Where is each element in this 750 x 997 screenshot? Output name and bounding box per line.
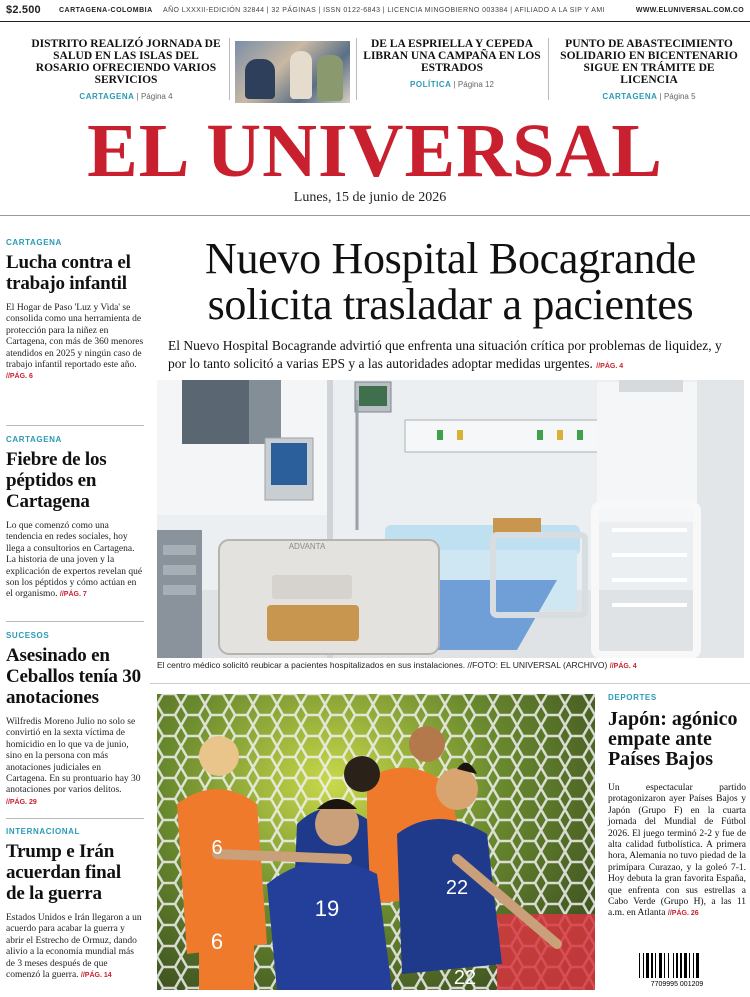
left-story-1[interactable]: [6, 238, 144, 383]
photo-caption: El centro médico solicitó reubicar a pacientes hospitalizados en sus instalaciones. //FOTO: EL UNIVERSAL (ARCHIVO) //PÁG. 4: [157, 660, 637, 670]
story-kicker: INTERNACIONAL: [6, 827, 81, 836]
story-body: Lo que comenzó como una tendencia en redes sociales, hoy llega a consultorios en Cartagena. La historia de una joven y la explicación de expertos revelan qué son los péptidos y cómo actúan en el organismo. //PÁG. 7: [6, 521, 143, 600]
soccer-players-illustration: [157, 694, 595, 990]
teaser-title: DISTRITO REALIZÓ JORNADA DE SALUD EN LAS ISLAS DEL ROSARIO OFRECIENDO VARIOS SERVICIOS: [31, 38, 221, 86]
story-title: Lucha contra el trabajo infantil: [6, 252, 131, 294]
story-kicker: SUCESOS: [6, 631, 50, 640]
story-body: Wilfredis Moreno Julio no solo se convirtió en la sexta víctima de homicidio en lo que va de junio, sino en la persona con más anotaciones judiciales en Cartagena. En su prontuario hay 30 anotaciones por varios delitos. //PÁG. 29: [6, 717, 141, 806]
shirt-number: 6: [210, 929, 224, 954]
city-label: CARTAGENA-COLOMBIA: [59, 7, 153, 14]
main-headline[interactable]: Nuevo Hospital Bocagrande solicita trasladar a pacientes: [204, 234, 697, 329]
hospital-photo: [157, 380, 744, 658]
bed-brand-label: ADVANTA: [288, 542, 326, 551]
divider: [548, 38, 549, 100]
shirt-number: 22: [445, 877, 469, 899]
story-kicker: CARTAGENA: [6, 238, 62, 247]
teaser-3[interactable]: [554, 38, 744, 103]
left-story-3[interactable]: [6, 631, 144, 808]
teaser-title: PUNTO DE ABASTECIMIENTO SOLIDARIO EN BICENTENARIO SIGUE EN TRÁMITE DE LICENCIA: [560, 38, 738, 86]
shirt-number: 6: [211, 837, 223, 859]
top-bar: [0, 0, 750, 22]
teaser-section: CARTAGENA | Página 5: [602, 92, 696, 101]
story-body: Un espectacular partido protagonizaron ayer Países Bajos y Japón (Grupo F) en la cuarta jornada del Mundial de Fútbol 2026. El juego terminó 2-2 y fue de alta calidad futbolística. A primera hora, Alemania no tuvo piedad de la primípara Curazao, y la goleó 7-1. Hoy debuta la gran favorita España, que enfrenta con sus estrellas a Cabo Verde (Grupo H), a las 11 a.m. en Atlanta //PÁG. 26: [608, 783, 746, 919]
story-kicker: DEPORTES: [608, 693, 657, 702]
story-title: Asesinado en Ceballos tenía 30 anotaciones: [6, 645, 141, 708]
price: $2.500: [6, 4, 41, 16]
story-title: Trump e Irán acuerdan final de la guerra: [6, 841, 121, 904]
story-title: Fiebre de los péptidos en Cartagena: [6, 449, 107, 512]
edition-meta: AÑO LXXXII-EDICIÓN 32844 | 32 PÁGINAS | ISSN 0122-6843 | LICENCIA MINGOBIERNO 003384 | AFILIADO A LA SIP Y AMI: [163, 7, 605, 14]
shirt-number: 19: [314, 896, 340, 921]
teaser-title: DE LA ESPRIELLA Y CEPEDA LIBRAN UNA CAMPAÑA EN LOS ESTRADOS: [363, 38, 541, 74]
sports-story[interactable]: [608, 693, 746, 920]
shirt-number: 22: [453, 967, 477, 989]
teaser-photo-health-day: [235, 41, 350, 103]
divider: [229, 38, 230, 100]
teaser-section: POLÍTICA | Página 12: [410, 80, 494, 89]
soccer-photo: [157, 694, 595, 990]
divider: [356, 38, 357, 100]
hospital-room-illustration: [157, 380, 744, 658]
teaser-2[interactable]: [362, 38, 542, 91]
divider: [6, 425, 144, 426]
story-title: Japón: agónico empate ante Países Bajos: [608, 708, 738, 770]
teaser-section: CARTAGENA | Página 4: [79, 92, 173, 101]
website-link[interactable]: WWW.ELUNIVERSAL.COM.CO: [635, 7, 744, 14]
left-story-2[interactable]: [6, 435, 144, 601]
divider: [6, 621, 144, 622]
barcode: [637, 953, 717, 987]
issue-date: Lunes, 15 de junio de 2026: [293, 190, 447, 205]
masthead: EL UNIVERSAL: [87, 109, 663, 193]
teaser-1[interactable]: [28, 38, 224, 103]
barcode-digits: 7709995 001209: [650, 981, 704, 987]
story-body: Estados Unidos e Irán llegaron a un acuerdo para acabar la guerra y abrir el Estrecho de Ormuz, dando alivio a la economía mundial más de 3 meses después de que comenzó la guerra. //PÁG. 14: [6, 913, 142, 981]
main-lead: El Nuevo Hospital Bocagrande advirtió que enfrenta una situación crítica por problemas de liquidez, y por lo tanto solicitó a varias EPS y a las autoridades adoptar medidas urgentes. //PÁG. 4: [168, 338, 722, 371]
divider: [6, 818, 144, 819]
left-story-4[interactable]: [6, 827, 144, 981]
divider: [150, 683, 750, 684]
story-kicker: CARTAGENA: [6, 435, 62, 444]
story-body: El Hogar de Paso 'Luz y Vida' se consolida como una herramienta de protección para la niñez en Cartagena, con más de 360 menores atendidos en 2025 y ningún caso de trabajo infantil reportado este año. //PÁG. 6: [6, 303, 144, 381]
masthead-rule: [0, 215, 750, 216]
